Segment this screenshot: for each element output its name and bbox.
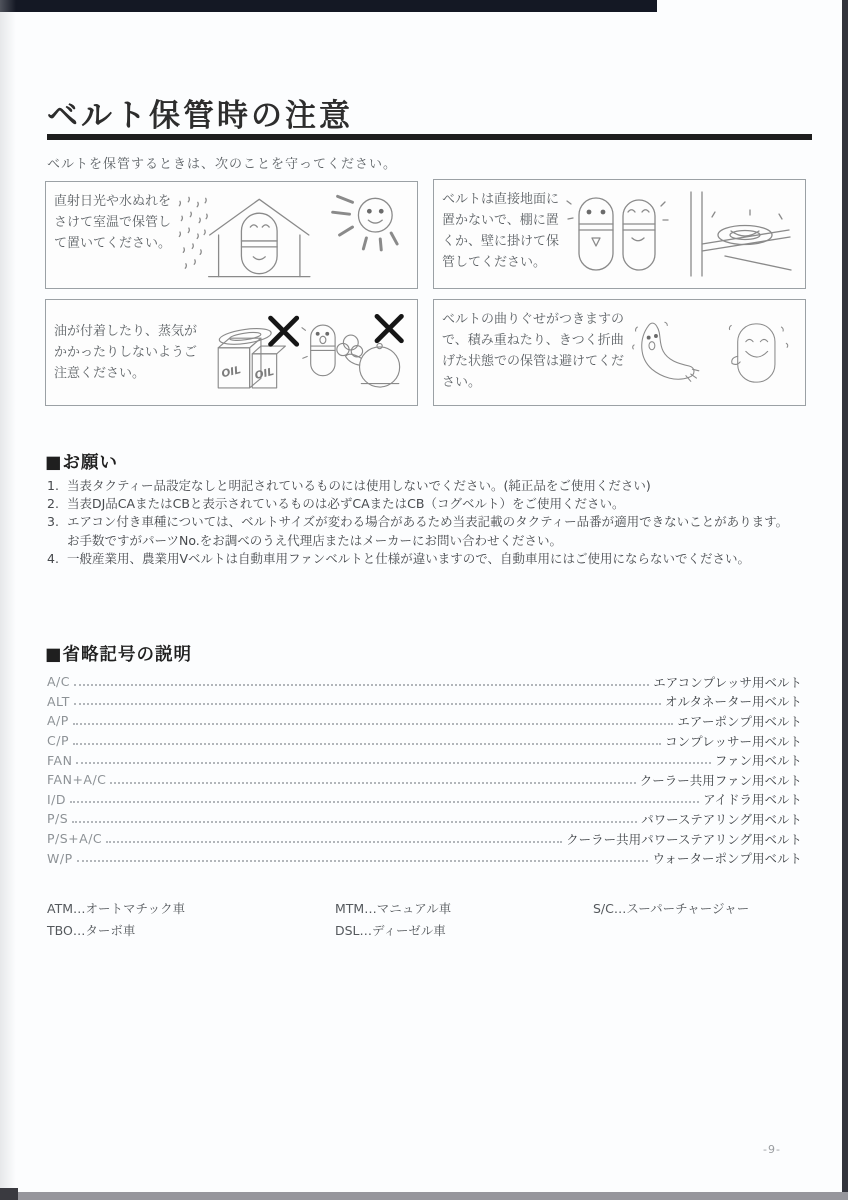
scan-edge-right bbox=[842, 0, 848, 1200]
storage-note-text: 油が付着したり、蒸気がかかったりしないようご注意ください。 bbox=[54, 324, 198, 382]
page-number: -9- bbox=[763, 1143, 781, 1156]
abbreviation-code: A/P bbox=[47, 713, 69, 729]
vehicle-abbr: ATM…オートマチック車 bbox=[47, 901, 186, 916]
scan-edge-left-shade bbox=[0, 0, 16, 1200]
page-title: ベルト保管時の注意 bbox=[47, 98, 353, 134]
storage-note-text: ベルトの曲りぐせがつきますので、積み重ねたり、きつく折曲げた状態での保管は避けてください。 bbox=[442, 312, 625, 391]
request-item bbox=[47, 513, 807, 549]
storage-note-box-2 bbox=[433, 179, 806, 289]
abbreviation-section-heading: ■省略記号の説明 bbox=[45, 645, 193, 665]
bent-belt-and-happy-belt-illustration bbox=[624, 309, 797, 396]
abbreviation-code: FAN+A/C bbox=[47, 772, 107, 788]
abbreviation-code: P/S bbox=[47, 811, 69, 827]
scan-edge-corner bbox=[0, 1188, 18, 1200]
abbreviation-row bbox=[47, 731, 802, 751]
request-item-number: 1. bbox=[47, 478, 59, 493]
request-list bbox=[47, 477, 807, 568]
abbreviation-meaning: パワーステアリング用ベルト bbox=[641, 811, 802, 827]
vehicle-abbr bbox=[593, 920, 777, 942]
vehicle-abbr: MTM…マニュアル車 bbox=[335, 901, 452, 916]
scan-edge-bottom bbox=[0, 1192, 848, 1200]
rain-house-sun-illustration bbox=[172, 191, 410, 279]
abbreviation-row bbox=[47, 750, 802, 770]
storage-note-box-4 bbox=[433, 299, 806, 406]
oil-cans-and-kettle-crossed-illustration bbox=[206, 309, 411, 396]
vehicle-abbreviation-legend bbox=[47, 898, 777, 942]
request-item bbox=[47, 477, 807, 495]
vehicle-abbreviation-row bbox=[47, 920, 777, 942]
abbreviation-code: A/C bbox=[47, 674, 70, 690]
scan-edge-top bbox=[0, 0, 657, 12]
abbreviation-meaning: アイドラ用ベルト bbox=[703, 792, 802, 808]
title-underline bbox=[47, 134, 812, 140]
dot-leader bbox=[70, 801, 699, 803]
abbreviation-code: ALT bbox=[47, 693, 70, 709]
vehicle-abbr: DSL…ディーゼル車 bbox=[335, 923, 446, 938]
abbreviation-code: I/D bbox=[47, 791, 67, 807]
request-item-line2: お手数ですがパーツNo.をお調べのうえ代理店またはメーカーにお問い合わせください。 bbox=[67, 532, 563, 548]
abbreviation-meaning: エアコンプレッサ用ベルト bbox=[653, 674, 802, 690]
svg-text:OIL: OIL bbox=[220, 363, 243, 380]
request-item-number: 4. bbox=[47, 550, 59, 566]
abbreviation-row bbox=[47, 809, 802, 829]
abbreviation-meaning: クーラー共用パワーステアリング用ベルト bbox=[566, 831, 802, 847]
dot-leader bbox=[73, 743, 661, 745]
dot-leader bbox=[76, 762, 710, 764]
abbreviation-list bbox=[47, 672, 802, 868]
vehicle-abbreviation-row bbox=[47, 898, 777, 920]
dot-leader bbox=[73, 723, 674, 725]
abbreviation-meaning: オルタネーター用ベルト bbox=[664, 694, 802, 710]
request-item-text: 一般産業用、農業用Vベルトは自動車用ファンベルトと仕様が違いますので、自動車用にはご使用にならないでください。 bbox=[67, 550, 751, 566]
dot-leader bbox=[72, 821, 637, 823]
abbreviation-row bbox=[47, 829, 802, 849]
abbreviation-row bbox=[47, 692, 802, 712]
abbreviation-meaning: クーラー共用ファン用ベルト bbox=[639, 772, 802, 788]
abbreviation-meaning: エアーポンプ用ベルト bbox=[677, 713, 802, 729]
abbreviation-meaning: ファン用ベルト bbox=[714, 753, 802, 769]
abbreviation-meaning: コンプレッサー用ベルト bbox=[665, 733, 802, 749]
abbreviation-code: FAN bbox=[47, 752, 73, 768]
storage-note-box-3 bbox=[45, 299, 418, 406]
request-item-number: 3. bbox=[47, 514, 59, 530]
request-item-text: 当表DJ品CAまたはCBと表示されているものは必ずCAまたはCB（コグベルト）をご使用ください。 bbox=[67, 496, 625, 512]
abbreviation-row bbox=[47, 790, 802, 810]
abbreviation-code: C/P bbox=[47, 733, 69, 749]
abbreviation-row bbox=[47, 848, 802, 868]
svg-text:OIL: OIL bbox=[253, 365, 276, 382]
dot-leader bbox=[110, 782, 635, 784]
abbreviation-meaning: ウォーターポンプ用ベルト bbox=[652, 851, 802, 867]
abbreviation-row bbox=[47, 711, 802, 731]
storage-note-text: ベルトは直接地面に置かないで、棚に置くか、壁に掛けて保管してください。 bbox=[442, 192, 560, 271]
request-item-line1: エアコン付き車種については、ベルトサイズが変わる場合があるため当表記載のタクティー品番が適用できないことがあります。 bbox=[67, 514, 789, 530]
abbreviation-row bbox=[47, 672, 802, 692]
storage-note-box-1 bbox=[45, 181, 418, 289]
dot-leader bbox=[74, 684, 649, 686]
request-item-number: 2. bbox=[47, 496, 59, 512]
dot-leader bbox=[106, 841, 562, 843]
vehicle-abbr: S/C…スーパーチャージャー bbox=[593, 901, 750, 916]
abbreviation-code: W/P bbox=[47, 850, 73, 866]
dot-leader bbox=[77, 860, 649, 862]
request-item-text bbox=[67, 513, 807, 549]
request-item bbox=[47, 550, 807, 568]
request-section-heading: ■お願い bbox=[45, 453, 119, 473]
abbreviation-row bbox=[47, 770, 802, 790]
request-item-text: 当表タクティー品設定なしと明記されているものには使用しないでください。(純正品をご使用ください) bbox=[67, 478, 651, 493]
intro-text: ベルトを保管するときは、次のことを守ってください。 bbox=[47, 157, 398, 172]
request-item bbox=[47, 495, 807, 513]
dot-leader bbox=[74, 703, 661, 705]
belts-on-shelf-illustration bbox=[560, 189, 797, 279]
vehicle-abbr: TBO…ターボ車 bbox=[47, 923, 136, 938]
abbreviation-code: P/S+A/C bbox=[47, 831, 103, 847]
storage-note-text: 直射日光や水ぬれをさけて室温で保管して置いてください。 bbox=[54, 194, 172, 252]
